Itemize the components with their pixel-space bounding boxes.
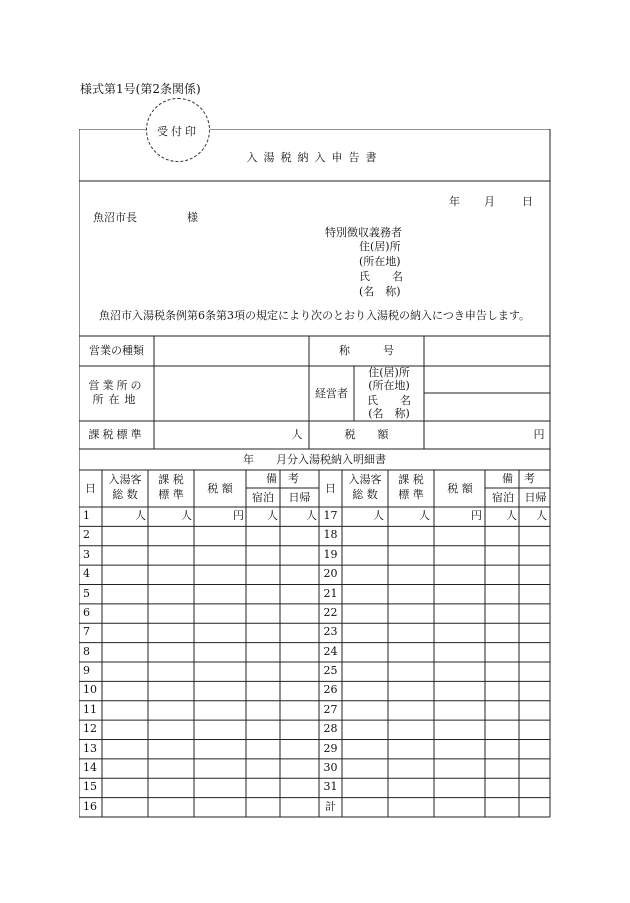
day-number: 27 xyxy=(323,702,338,716)
filer-location: (所在地) xyxy=(359,255,401,268)
unit-base-left: 人 xyxy=(181,509,192,522)
day-number: 11 xyxy=(83,702,97,716)
header-guests-line1-right: 入湯客 xyxy=(348,473,382,486)
operator-address: 住(居)所 xyxy=(368,366,410,379)
unit-tax-right: 円 xyxy=(471,509,482,522)
header-base-line1-right: 課 税 xyxy=(398,473,424,486)
operator-label: 経営者 xyxy=(315,387,348,400)
unit-stay-left: 人 xyxy=(267,509,278,522)
date-day: 日 xyxy=(522,195,533,208)
day-number: 28 xyxy=(323,722,338,736)
day-number: 25 xyxy=(323,664,338,677)
day-number: 21 xyxy=(323,586,338,600)
day-number: 15 xyxy=(83,780,97,794)
day-number: 計 xyxy=(325,799,336,813)
addressee-sama: 様 xyxy=(187,211,198,224)
tax-standard-label: 課税標準 xyxy=(88,428,145,441)
unit-daytrip-right: 人 xyxy=(536,509,547,522)
day-number: 12 xyxy=(83,722,97,736)
day-number: 7 xyxy=(83,625,90,639)
filer-address: 住(居)所 xyxy=(359,240,401,253)
tax-amount-label: 税 額 xyxy=(344,428,389,441)
header-guests-line2-right: 総 数 xyxy=(352,488,378,501)
header-remarks-right: 備 考 xyxy=(502,472,535,485)
business-place-label-2: 所在地 xyxy=(92,393,141,406)
header-base-line2-left: 標 準 xyxy=(158,488,184,501)
unit-guests-right: 人 xyxy=(373,509,384,522)
day-number: 23 xyxy=(323,625,338,639)
header-day-left: 日 xyxy=(85,482,96,495)
day-number: 6 xyxy=(83,605,90,619)
tax-amount-unit: 円 xyxy=(533,428,545,441)
filer-role: 特別徴収義務者 xyxy=(325,226,402,239)
business-place-label-1: 営業所の xyxy=(88,379,145,392)
day-number: 17 xyxy=(323,509,338,522)
day-number: 19 xyxy=(323,547,338,561)
operator-name: 氏 名 xyxy=(367,394,411,407)
declaration-statement: 魚沼市入湯税条例第6条第3項の規定により次のとおり入湯税の納入につき申告します。 xyxy=(99,309,530,322)
operator-location: (所在地) xyxy=(368,379,410,392)
header-base-line2-right: 標 準 xyxy=(398,488,424,501)
day-number: 31 xyxy=(323,780,338,794)
header-base-line1-left: 課 税 xyxy=(158,473,184,486)
day-number: 14 xyxy=(83,760,97,774)
header-daytrip-right: 日帰 xyxy=(524,491,547,504)
unit-tax-left: 円 xyxy=(233,509,244,522)
day-number: 16 xyxy=(83,799,97,813)
tax-standard-unit: 人 xyxy=(291,428,303,441)
day-number: 24 xyxy=(323,644,338,658)
header-tax-left: 税 額 xyxy=(207,482,233,495)
day-number: 18 xyxy=(323,528,338,542)
filer-name: 氏 名 xyxy=(359,270,403,283)
day-number: 29 xyxy=(323,741,338,755)
day-number: 4 xyxy=(83,567,90,581)
day-number: 22 xyxy=(323,605,338,619)
day-number: 2 xyxy=(83,528,90,542)
unit-base-right: 人 xyxy=(419,509,430,522)
filer-org-name: (名 称) xyxy=(359,285,401,298)
addressee-mayor: 魚沼市長 xyxy=(93,211,137,224)
stamp-label: 受付印 xyxy=(157,125,199,138)
header-day-right: 日 xyxy=(325,482,336,495)
header-stay-left: 宿泊 xyxy=(252,491,274,504)
form-number-label: 様式第1号(第2条関係) xyxy=(80,82,201,96)
unit-guests-left: 人 xyxy=(135,509,146,522)
date-month: 月 xyxy=(484,195,495,208)
day-number: 8 xyxy=(83,644,90,658)
header-stay-right: 宿泊 xyxy=(492,491,514,504)
day-number: 9 xyxy=(83,664,90,677)
header-guests-line2-left: 総 数 xyxy=(112,488,138,501)
day-number: 26 xyxy=(323,683,338,697)
day-number: 30 xyxy=(323,760,338,774)
header-remarks-left: 備 考 xyxy=(266,472,299,485)
day-number: 20 xyxy=(323,567,338,581)
header-daytrip-left: 日帰 xyxy=(288,491,311,504)
date-year: 年 xyxy=(449,195,460,208)
header-tax-right: 税 額 xyxy=(447,482,473,495)
detail-title: 年 月分入湯税納入明細書 xyxy=(243,453,386,466)
day-number: 5 xyxy=(83,586,90,600)
business-name-label: 称 号 xyxy=(339,344,394,357)
day-number: 3 xyxy=(83,547,90,561)
day-number: 13 xyxy=(83,741,97,755)
day-number: 1 xyxy=(83,509,90,522)
unit-stay-right: 人 xyxy=(506,509,517,522)
header-guests-line1-left: 入湯客 xyxy=(108,473,142,486)
reception-stamp xyxy=(146,98,210,162)
day-number: 10 xyxy=(83,683,97,697)
unit-daytrip-left: 人 xyxy=(306,509,317,522)
tax-declaration-form xyxy=(79,129,551,818)
form-title: 入湯税納入申告書 xyxy=(246,151,383,164)
operator-org-name: (名 称) xyxy=(368,407,410,420)
business-type-label: 営業の種類 xyxy=(89,344,144,357)
